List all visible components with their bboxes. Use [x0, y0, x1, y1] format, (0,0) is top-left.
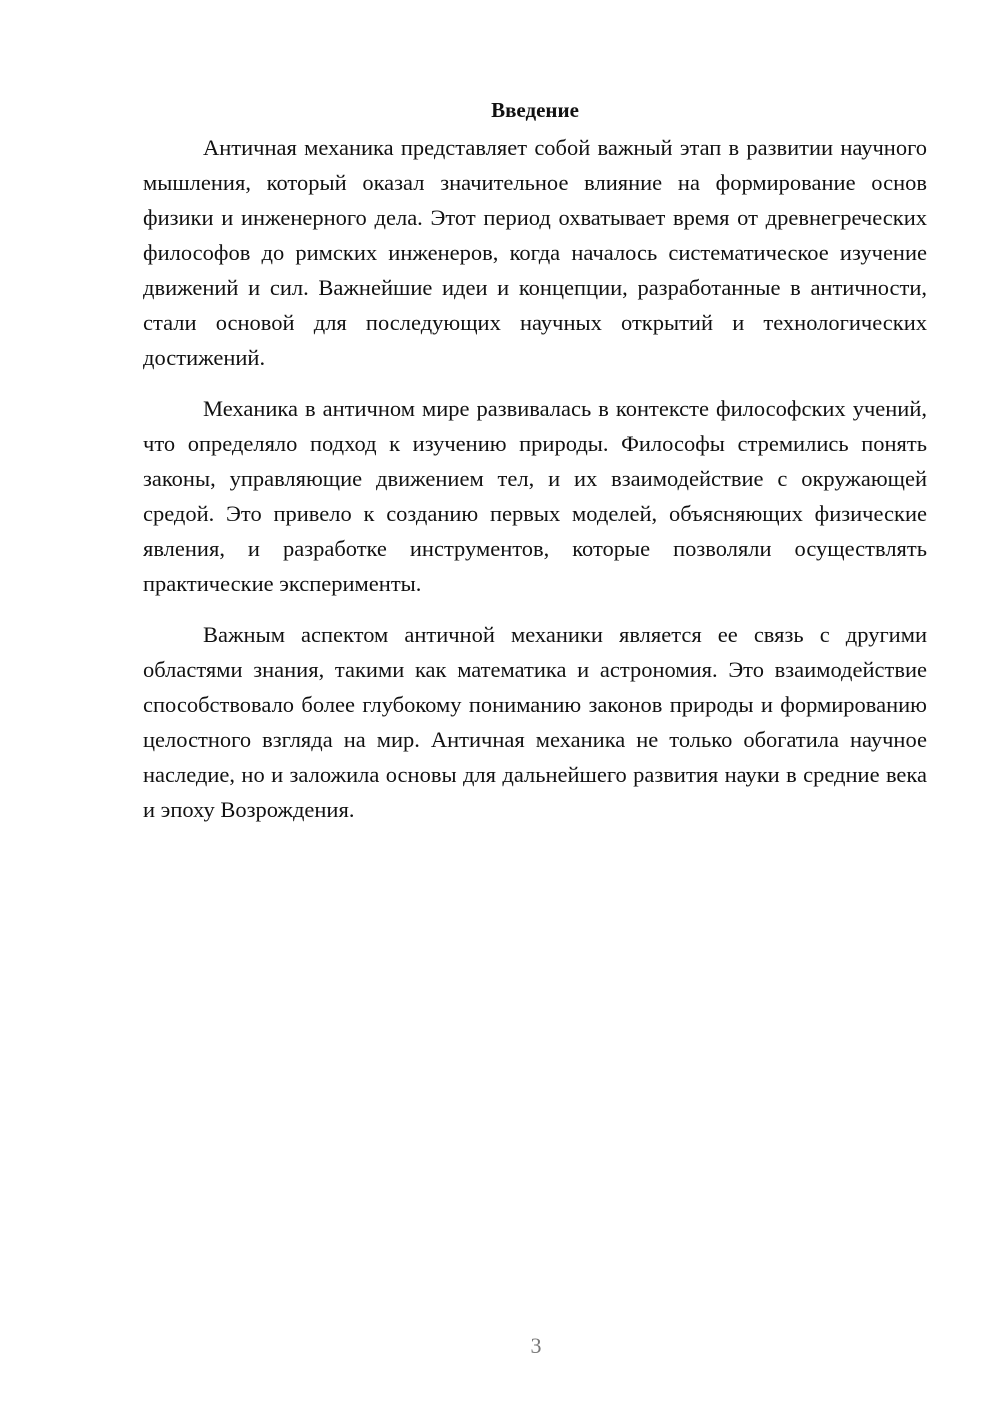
- section-heading: Введение: [491, 98, 579, 122]
- paragraph-3: Важным аспектом античной механики является ее связь с другими областями знания, такими как математика и астрономия. Это взаимодействие способствовало более глубокому пониманию законов природы и формированию целостного взгляда на мир. Античная механика не только обогатила научное наследие, но и заложила основы для дальнейшего развития науки в средние века и эпоху Возрождения.: [143, 622, 927, 822]
- paragraph-1: Античная механика представляет собой важный этап в развитии научного мышления, который оказал значительное влияние на формирование основ физики и инженерного дела. Этот период охватывает время от древнегреческих философов до римских инженеров, когда началось систематическое изучение движений и сил. Важнейшие идеи и концепции, разработанные в античности, стали основой для последующих научных открытий и технологических достижений.: [143, 135, 927, 370]
- page-content: [143, 90, 927, 843]
- page-number: 3: [530, 1333, 542, 1358]
- paragraph-2: Механика в античном мире развивалась в контексте философских учений, что определяло подход к изучению природы. Философы стремились понять законы, управляющие движением тел, и их взаимодействие с окружающей средой. Это привело к созданию первых моделей, объясняющих физические явления, и разработке инструментов, которые позволяли осуществлять практические эксперименты.: [143, 396, 927, 596]
